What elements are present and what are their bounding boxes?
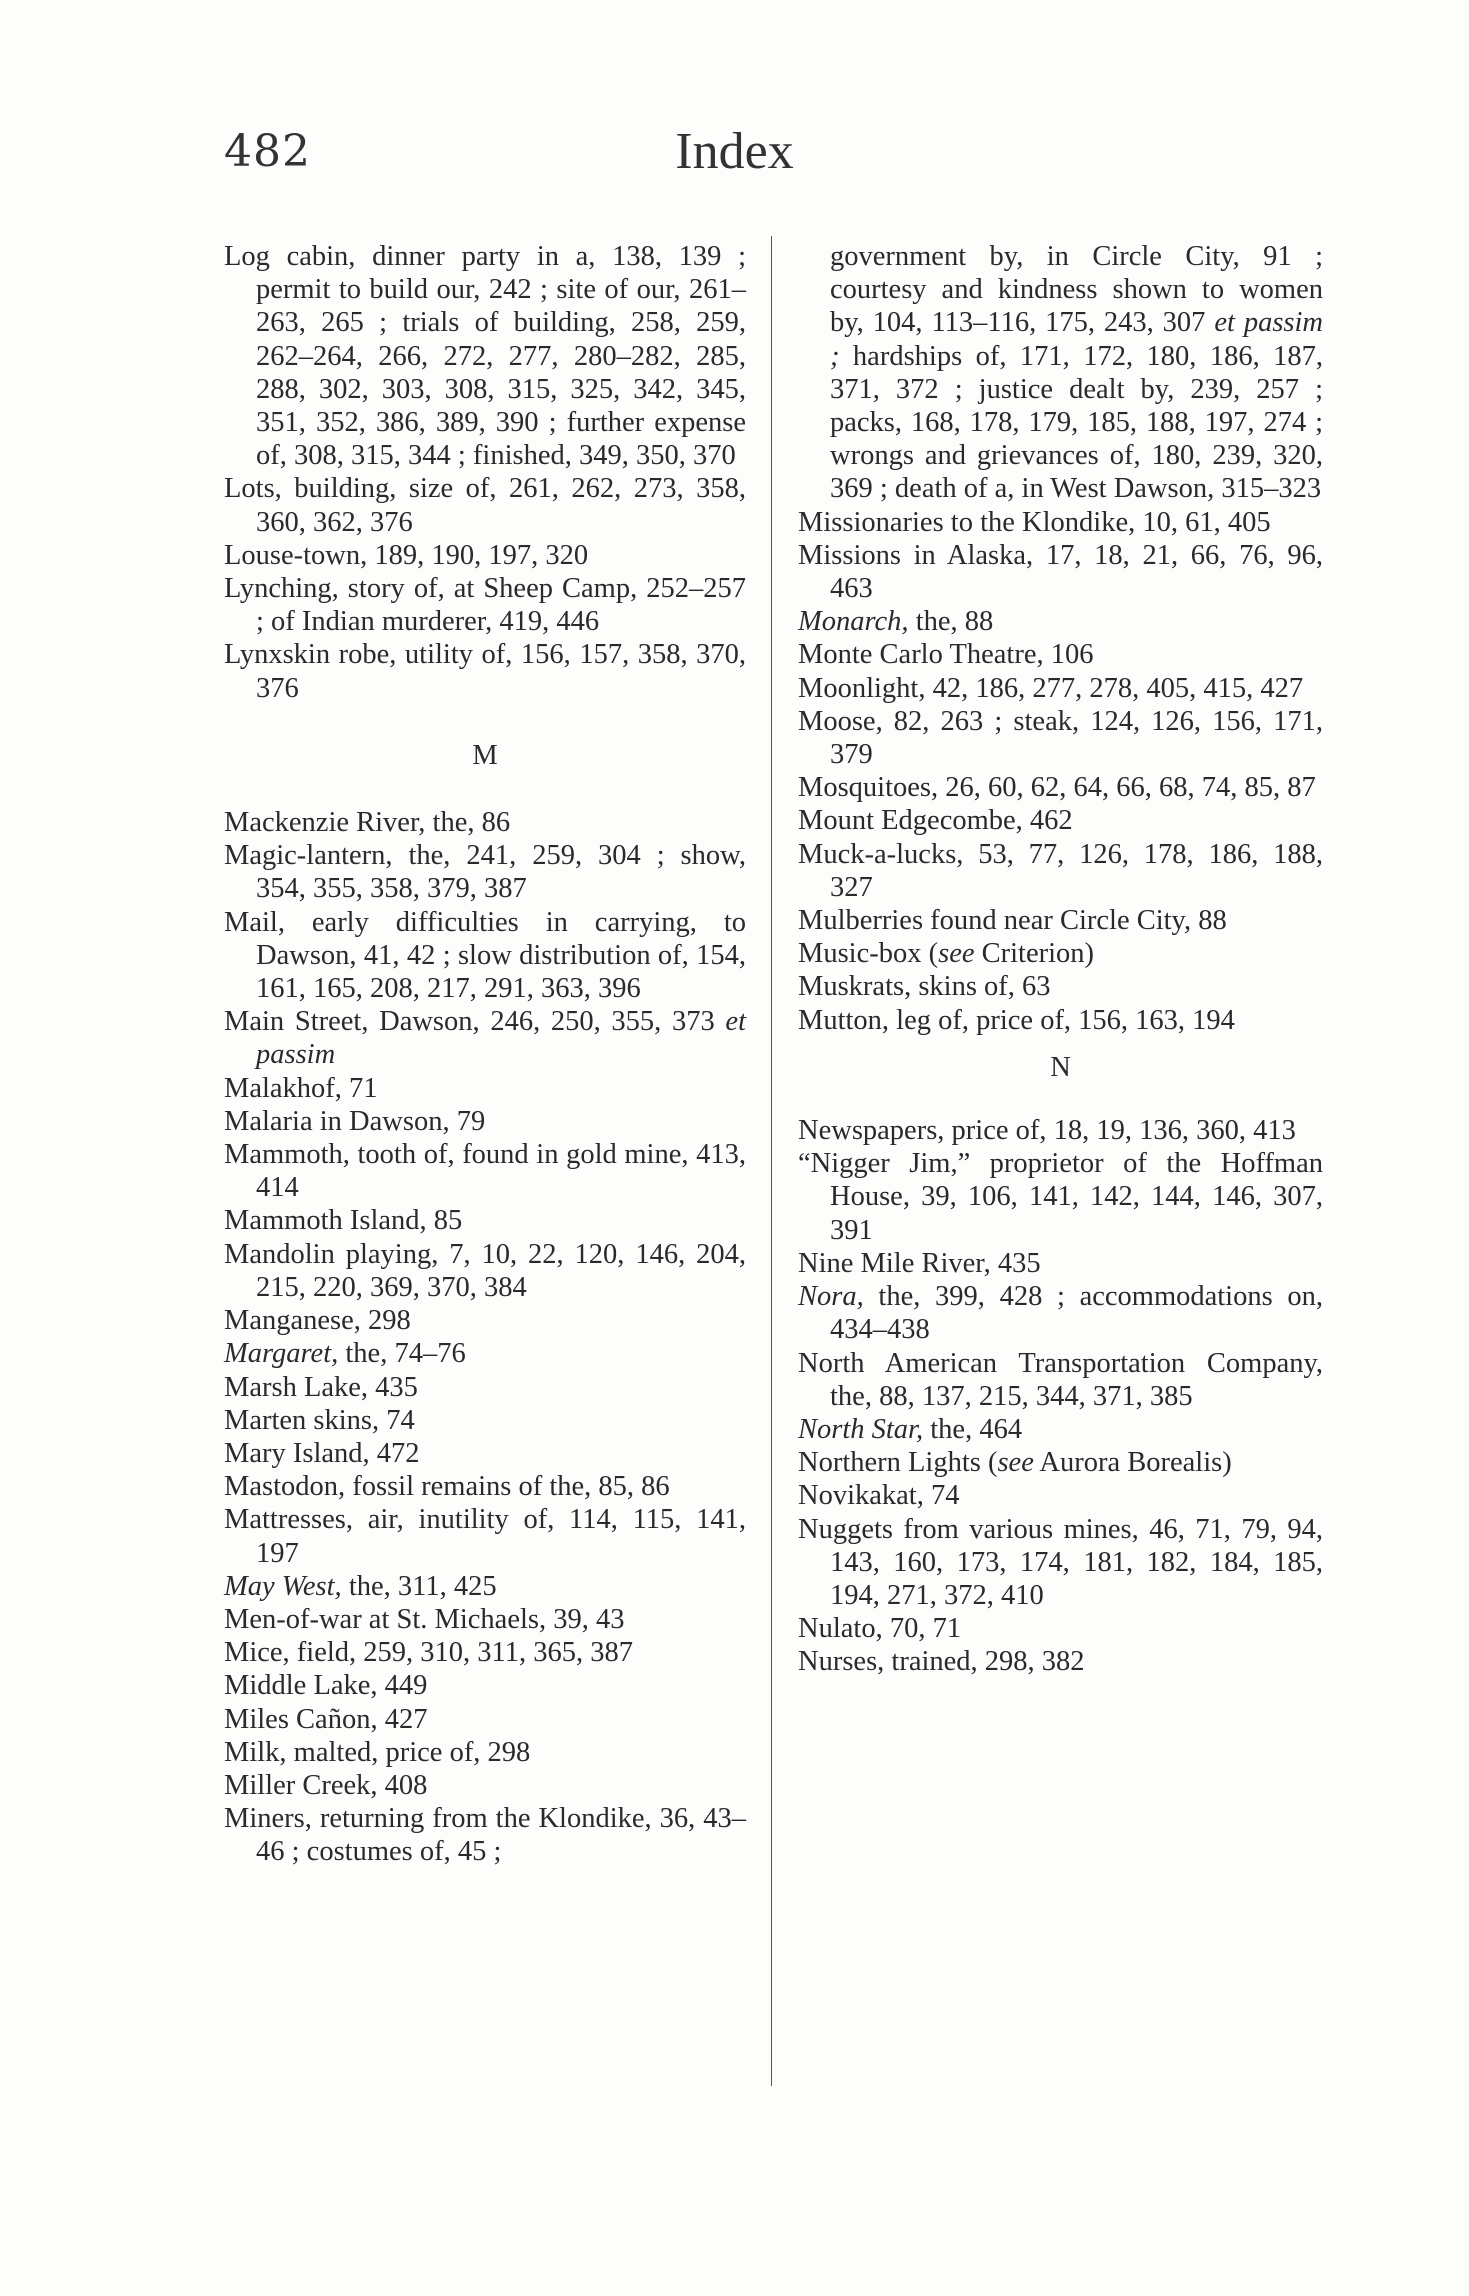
italic-text: Monarch, bbox=[798, 606, 909, 638]
continuation-entry: government by, in Circle City, 91 ; courtesy and kindness shown to women by, 104, 113–116, 175, 243, 307 et passim ; hardships of, 171, 172, 180, 186, 187, 371, 372 ; justice dealt by, 239, 257 ; packs, 168, 178, 179, 185, 188, 197, 274 ; wrongs and grievances of, 180, 239, 320, 369 ; death of a, in West Dawson, 315–323 bbox=[830, 241, 1323, 505]
index-entry: Mandolin playing, 7, 10, 22, 120, 146, 204, 215, 220, 369, 370, 384 bbox=[224, 1238, 746, 1303]
entries-m-continued bbox=[798, 506, 1323, 1037]
entries-m bbox=[224, 806, 746, 1869]
index-entry: Malaria in Dawson, 79 bbox=[224, 1105, 486, 1137]
index-entry: Northern Lights (see Aurora Borealis) bbox=[798, 1447, 1232, 1479]
entries-n bbox=[798, 1114, 1323, 1678]
index-entry: Marten skins, 74 bbox=[224, 1404, 415, 1436]
section-letter-m: M bbox=[472, 739, 498, 771]
index-entry: Men-of-war at St. Michaels, 39, 43 bbox=[224, 1603, 625, 1635]
index-entry: Nine Mile River, 435 bbox=[798, 1247, 1041, 1279]
index-entry: Marsh Lake, 435 bbox=[224, 1371, 418, 1403]
index-entry: Newspapers, price of, 18, 19, 136, 360, 413 bbox=[798, 1115, 1296, 1147]
index-entry: Nora, the, 399, 428 ; accommodations on, 434–438 bbox=[798, 1281, 1323, 1346]
index-entry: Monte Carlo Theatre, 106 bbox=[798, 639, 1094, 671]
italic-text: May West, bbox=[224, 1570, 342, 1602]
index-entry: Margaret, the, 74–76 bbox=[224, 1338, 466, 1370]
index-entry: Miles Cañon, 427 bbox=[224, 1703, 428, 1735]
index-entry: Lynching, story of, at Sheep Camp, 252–257 ; of Indian murderer, 419, 446 bbox=[224, 573, 746, 638]
index-entry: Mail, early difficulties in carrying, to Dawson, 41, 42 ; slow distribution of, 154, 161, 165, 208, 217, 291, 363, 396 bbox=[224, 906, 746, 1005]
index-entry: Missions in Alaska, 17, 18, 21, 66, 76, 96, 463 bbox=[798, 539, 1323, 605]
index-entry: Mice, field, 259, 310, 311, 365, 387 bbox=[224, 1637, 633, 1669]
column-divider bbox=[771, 236, 772, 2086]
index-entry: Lynxskin robe, utility of, 156, 157, 358, 370, 376 bbox=[224, 639, 746, 704]
index-entry: Mosquitoes, 26, 60, 62, 64, 66, 68, 74, 85, 87 bbox=[798, 772, 1316, 804]
index-entry: Middle Lake, 449 bbox=[224, 1670, 428, 1702]
index-entry: Miller Creek, 408 bbox=[224, 1769, 428, 1801]
entries-l bbox=[224, 240, 746, 705]
running-head-title: Index bbox=[675, 123, 794, 180]
index-column-right bbox=[798, 240, 1323, 1679]
italic-text: et passim bbox=[256, 1006, 746, 1071]
index-entry: North Star, the, 464 bbox=[798, 1413, 1023, 1445]
italic-text: North Star, bbox=[798, 1413, 924, 1445]
index-entry: Muskrats, skins of, 63 bbox=[798, 971, 1051, 1003]
italic-text: see bbox=[938, 938, 975, 970]
index-entry: Magic-lantern, the, 241, 259, 304 ; show, 354, 355, 358, 379, 387 bbox=[224, 840, 746, 905]
index-entry: Mammoth, tooth of, found in gold mine, 413, 414 bbox=[224, 1139, 746, 1204]
index-entry: Log cabin, dinner party in a, 138, 139 ; permit to build our, 242 ; site of our, 261–263, 265 ; trials of building, 258, 259, 262–264, 266, 272, 277, 280–282, 285, 288, 302, 303, 308, 315, 325, 342, 345, 351, 352, 386, 389, 390 ; further expense of, 308, 315, 344 ; finished, 349, 350, 370 bbox=[224, 241, 746, 472]
index-entry: Novikakat, 74 bbox=[798, 1480, 960, 1512]
index-entry: Mary Island, 472 bbox=[224, 1437, 420, 1469]
italic-text: Nora, bbox=[798, 1281, 864, 1313]
index-entry: Music-box (see Criterion) bbox=[798, 938, 1095, 970]
index-entry: May West, the, 311, 425 bbox=[224, 1570, 497, 1602]
italic-text: Margaret, bbox=[224, 1338, 339, 1370]
index-entry: Lots, building, size of, 261, 262, 273, 358, 360, 362, 376 bbox=[224, 473, 746, 538]
italic-text: et passim ; bbox=[830, 307, 1323, 372]
index-entry: Nuggets from various mines, 46, 71, 79, 94, 143, 160, 173, 174, 181, 182, 184, 185, 194, 271, 372, 410 bbox=[798, 1513, 1323, 1611]
index-entry: Mammoth Island, 85 bbox=[224, 1205, 463, 1237]
index-entry: Mattresses, air, inutility of, 114, 115, 141, 197 bbox=[224, 1504, 746, 1569]
index-entry: Missionaries to the Klondike, 10, 61, 405 bbox=[798, 506, 1271, 538]
index-entry: Muck-a-lucks, 53, 77, 126, 178, 186, 188, 327 bbox=[798, 838, 1323, 903]
index-entry: Mastodon, fossil remains of the, 85, 86 bbox=[224, 1471, 670, 1503]
index-entry: Mutton, leg of, price of, 156, 163, 194 bbox=[798, 1004, 1235, 1036]
index-entry: North American Transportation Company, the, 88, 137, 215, 344, 371, 385 bbox=[798, 1347, 1323, 1412]
index-entry: Malakhof, 71 bbox=[224, 1072, 378, 1104]
index-entry: Moonlight, 42, 186, 277, 278, 405, 415, 427 bbox=[798, 672, 1304, 704]
index-entry: Mackenzie River, the, 86 bbox=[224, 807, 511, 839]
index-entry: “Nigger Jim,” proprietor of the Hoffman House, 39, 106, 141, 142, 144, 146, 307, 391 bbox=[798, 1148, 1323, 1246]
index-column-left bbox=[224, 240, 746, 1869]
index-entry: Monarch, the, 88 bbox=[798, 606, 994, 638]
index-entry: Mulberries found near Circle City, 88 bbox=[798, 905, 1227, 937]
index-entry: Main Street, Dawson, 246, 250, 355, 373 et passim bbox=[224, 1006, 746, 1071]
index-entry: Mount Edgecombe, 462 bbox=[798, 805, 1073, 837]
index-entry: Moose, 82, 263 ; steak, 124, 126, 156, 171, 379 bbox=[798, 705, 1323, 771]
index-entry: Miners, returning from the Klondike, 36, 43–46 ; costumes of, 45 ; bbox=[224, 1803, 746, 1868]
italic-text: see bbox=[997, 1447, 1034, 1479]
section-letter-n: N bbox=[1050, 1051, 1071, 1083]
index-entry: Nurses, trained, 298, 382 bbox=[798, 1646, 1085, 1678]
index-entry: Milk, malted, price of, 298 bbox=[224, 1736, 531, 1768]
index-entry: Manganese, 298 bbox=[224, 1305, 411, 1337]
index-entry: Nulato, 70, 71 bbox=[798, 1613, 962, 1645]
page-number: 482 bbox=[224, 126, 311, 177]
index-entry: Louse-town, 189, 190, 197, 320 bbox=[224, 539, 589, 571]
